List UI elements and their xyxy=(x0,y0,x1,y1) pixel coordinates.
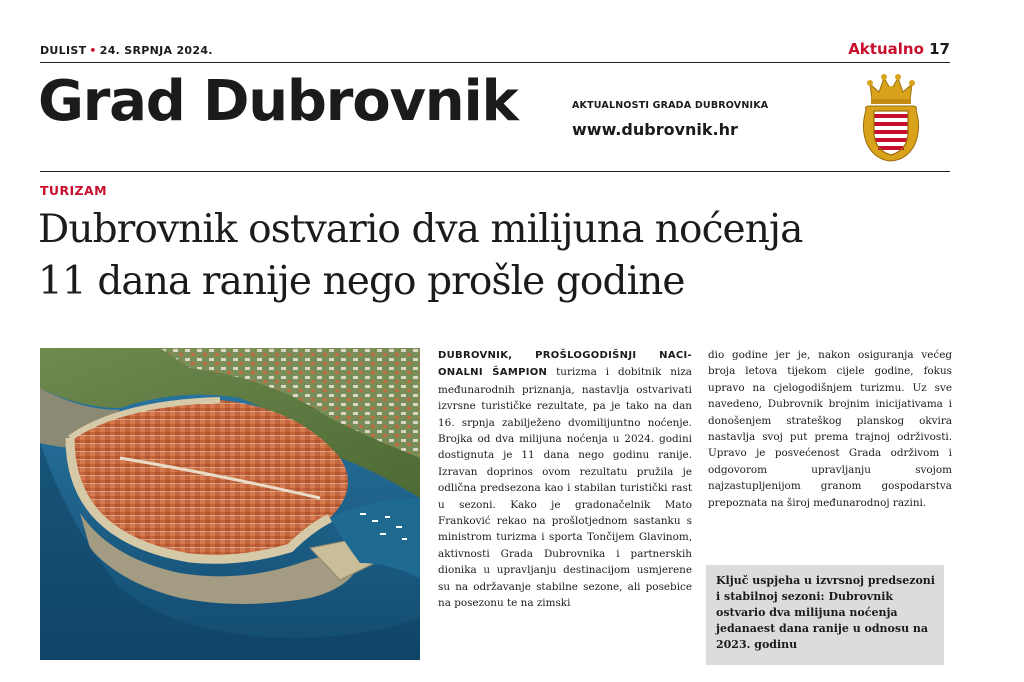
masthead-rule xyxy=(40,171,950,172)
headline-line-2: 11 dana ranije nego prošle godine xyxy=(38,259,685,304)
article-kicker: TURIZAM xyxy=(40,183,107,198)
issue-date: 24. SRPNJA 2024. xyxy=(99,44,213,57)
page-number: 17 xyxy=(929,40,950,58)
section-name: Aktualno xyxy=(848,40,924,58)
article-body-column-2: dio godine jer je, nakon osiguranja većeg broja letova tijekom cijele godine, fokus upravo na cjelogodišnjem turizmu. Uz sve navedeno, Dubrovnik brojnim inicijativama i donošenjem strateškog planskog okvira nastavlja svoj put prema trajnoj održivosti. Upravo je posvećenost Grada održivom i odgovorom upravljanju svojom najzastupljenijom granom gospodarstva prepoznata na široj međunarodnoj razini. xyxy=(708,349,952,509)
masthead-title: Grad Dubrovnik xyxy=(38,69,518,134)
headline-line-1: Dubrovnik ostvario dva milijuna noćenja xyxy=(38,207,803,252)
article-lead: DUBROVNIK, PROŠLOGODIŠNJI NACI-ONALNI ŠAMPION xyxy=(438,350,692,379)
section-label xyxy=(848,40,950,58)
coat-of-arms-icon xyxy=(862,70,920,162)
separator-dot: • xyxy=(89,44,97,57)
top-rule xyxy=(40,62,950,63)
article-callout-box: Ključ uspjeha u izvrsnoj predsezoni i stabilnoj sezoni: Dubrovnik ostvario dva milijuna noćenja jedanaest dana ranije u odnosu na 2023. godinu xyxy=(706,565,944,665)
article-column-1-text: turizma i dobitnik niza međunarodnih priznanja, nastavlja ostvarivati izvrsne turističke rezultate, pa je tako na dan 16. srpnja zabilježeno dvomilijuntno noćenje. Brojka od dva milijuna noćenja u 2024. godini dostignuta je 11 dana nego godinu ranije. Izravan doprinos ovom rezultatu pružila je odlična predsezona kao i stabilan turistički rast u sezoni. Kako je gradonačelnik Mato Franković rekao na prošlotjednom sastanku s ministrom turizma i sporta Tončijem Glavinom, aktivnosti Grada Dubrovnika i partnerskih dionika u upravljanju destinacijom usmjerene su na održavanje stabilne sezone, ali posebice na posezonu te na zimski xyxy=(438,366,692,610)
article-headline xyxy=(38,204,968,308)
dubrovnik-aerial-photo xyxy=(40,348,420,660)
masthead-url[interactable]: www.dubrovnik.hr xyxy=(572,120,738,139)
issue-line xyxy=(40,44,213,57)
masthead-subtitle: AKTUALNOSTI GRADA DUBROVNIKA xyxy=(572,100,769,111)
article-body-column-1 xyxy=(438,347,692,612)
publication-name: DULIST xyxy=(40,44,87,57)
